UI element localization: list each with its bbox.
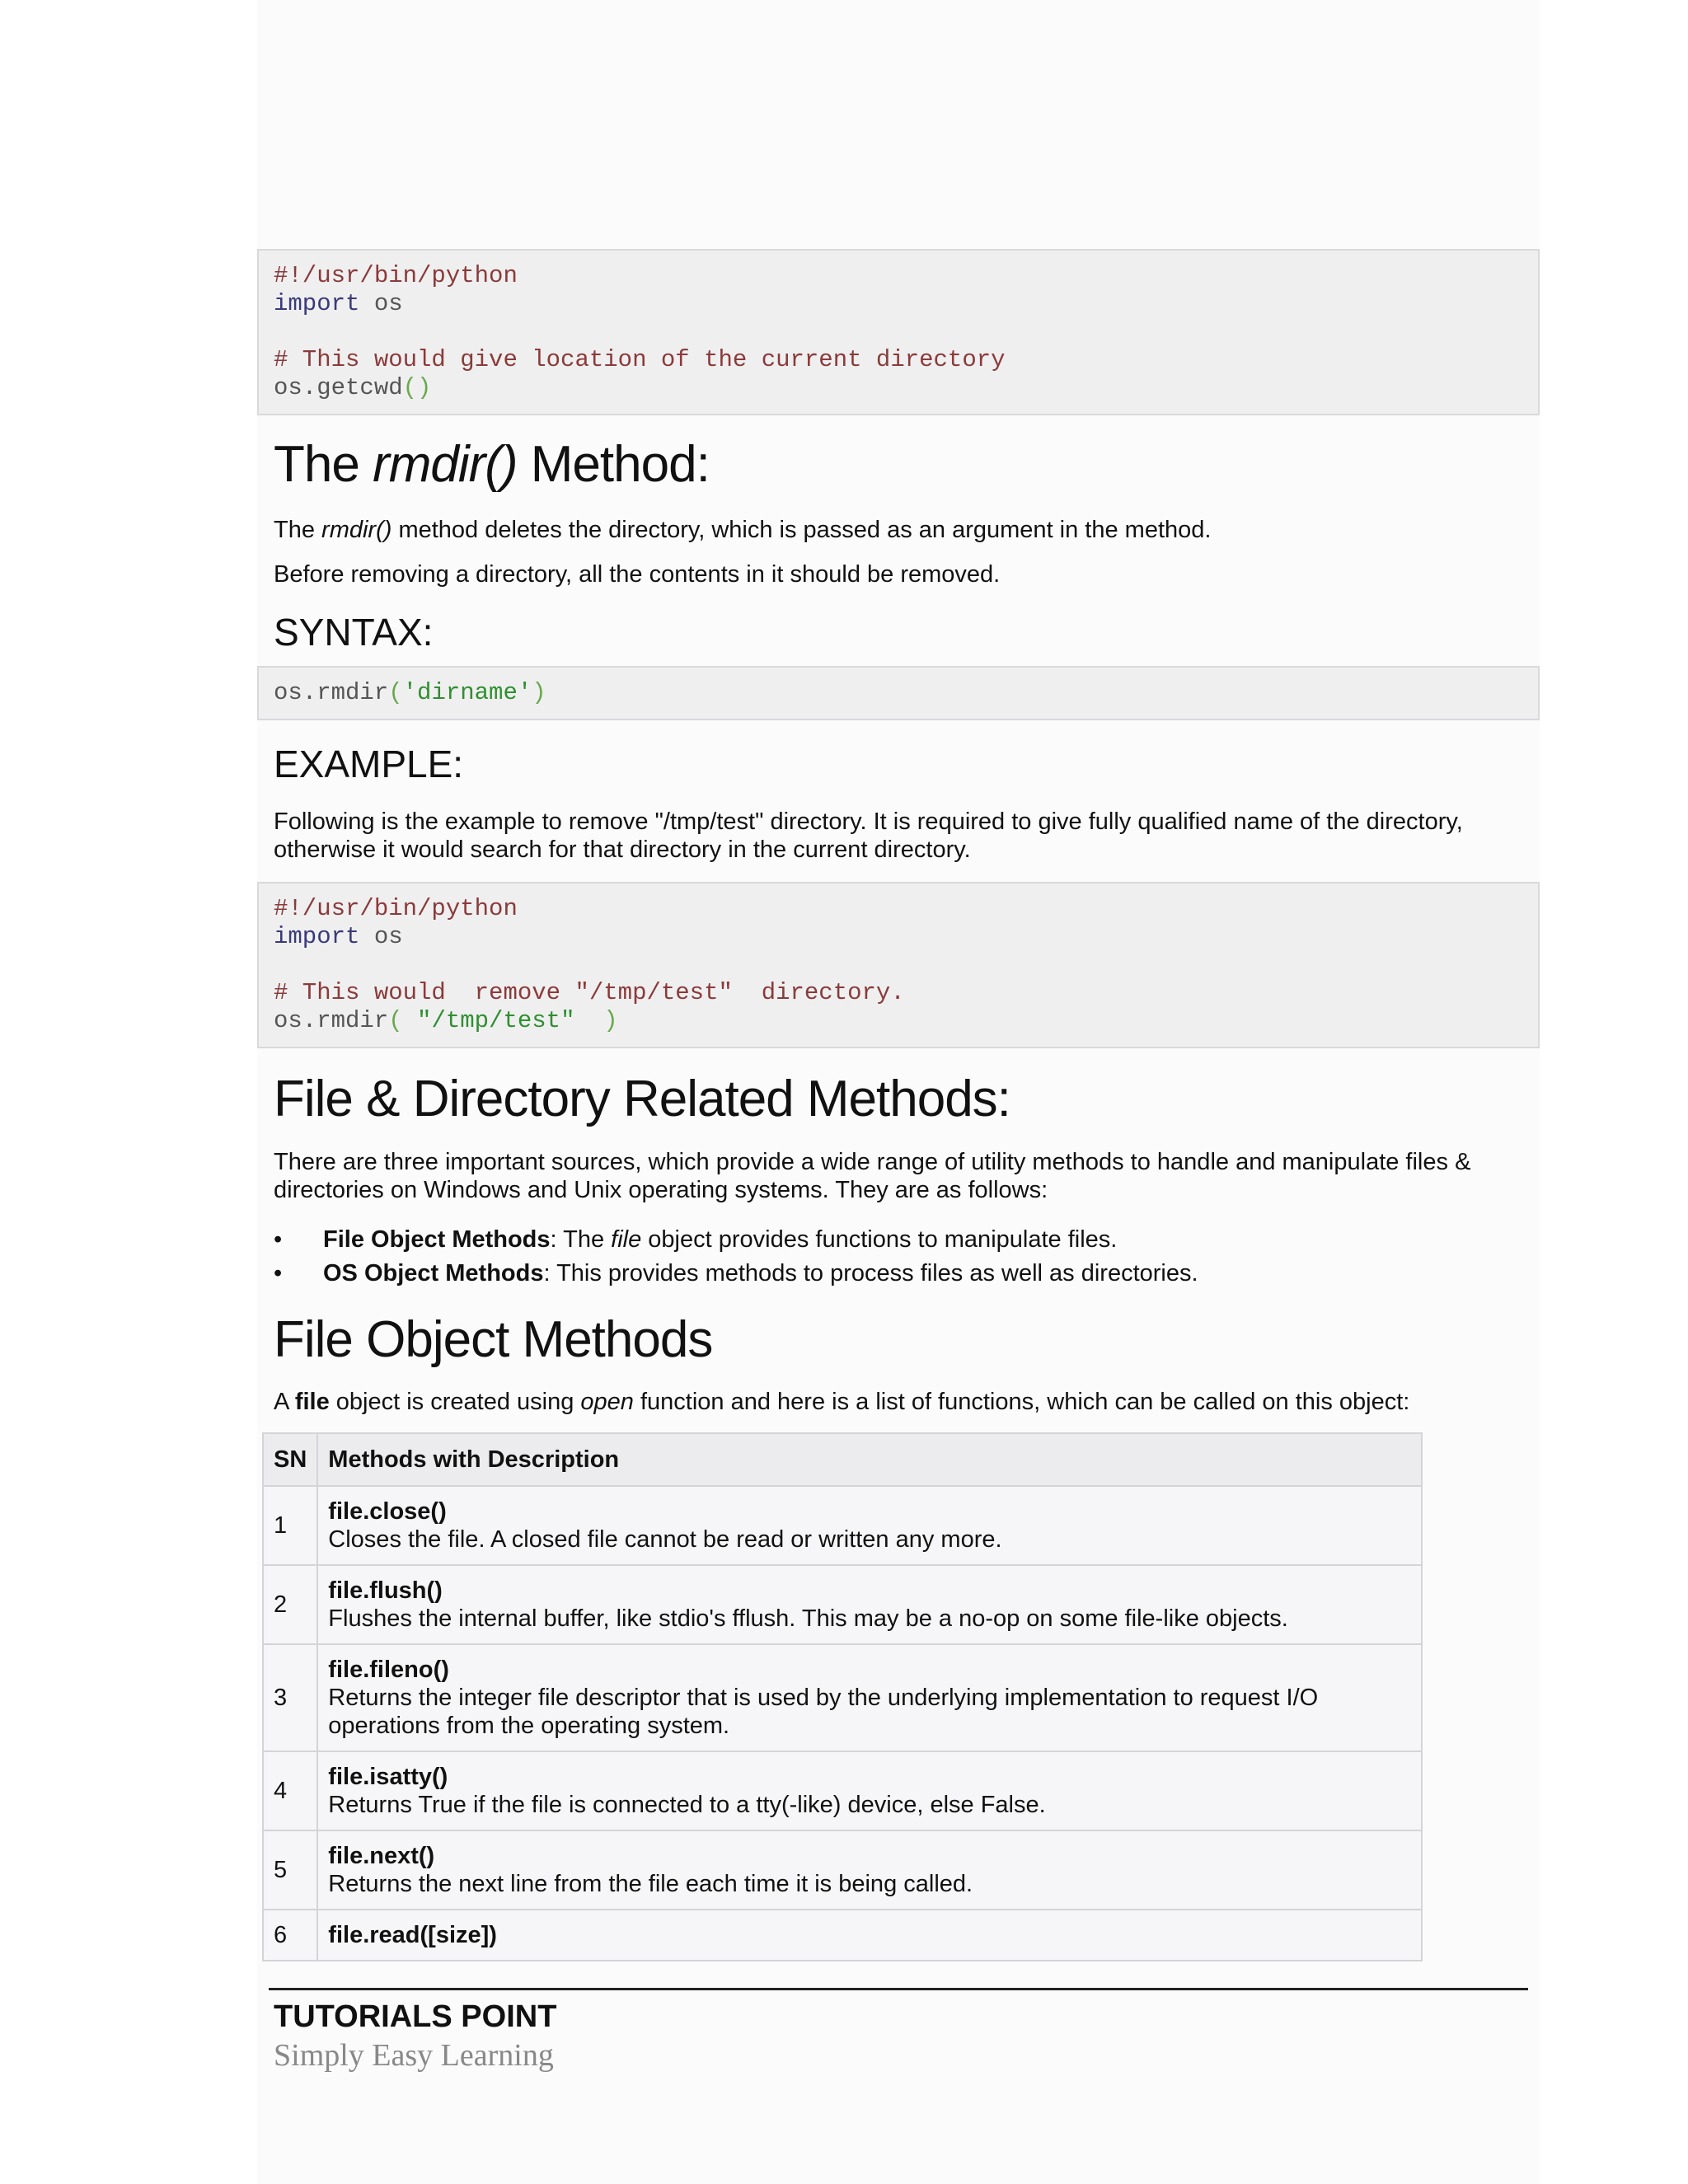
code-module: os [359, 290, 403, 317]
method-description: Closes the file. A closed file cannot be read or written any more. [328, 1526, 1002, 1553]
row-sn: 3 [263, 1644, 317, 1751]
text: A [274, 1389, 295, 1415]
code-block-getcwd [257, 249, 1540, 415]
code-string: "/tmp/test" [417, 1007, 575, 1034]
term-em: open [580, 1389, 634, 1415]
code-block-syntax [257, 666, 1540, 720]
table-row [263, 1751, 1422, 1830]
method-description: Flushes the internal buffer, like stdio's fflush. This may be a no-op on some file-like objects. [328, 1605, 1288, 1632]
table-row [263, 1644, 1422, 1751]
footer-divider [269, 1988, 1528, 1990]
text: function and here is a list of functions, which can be called on this object: [633, 1389, 1410, 1415]
row-method-cell [317, 1751, 1422, 1830]
table-row [263, 1830, 1422, 1910]
code-shebang: #!/usr/bin/python [274, 262, 518, 289]
term-em: file [611, 1226, 642, 1253]
code-block-rmdir [257, 882, 1540, 1048]
example-description: Following is the example to remove "/tmp/test" directory. It is required to give fully qualified name of the directory, otherwise it would search for that directory in the current directory. [274, 808, 1463, 863]
code-keyword: import [274, 290, 360, 317]
method-description: Returns the next line from the file each time it is being called. [328, 1871, 973, 1897]
code-paren: ) [574, 1007, 618, 1034]
code-keyword: import [274, 923, 360, 950]
code-call: os.rmdir [274, 679, 389, 706]
heading-text-end: Method: [517, 436, 710, 493]
row-sn: 4 [263, 1751, 317, 1830]
footer-tagline: Simply Easy Learning [274, 2038, 554, 2073]
row-method-cell [317, 1830, 1422, 1910]
method-description: Returns True if the file is connected to a tty(-like) device, else False. [328, 1792, 1046, 1818]
syntax-heading: SYNTAX: [274, 611, 434, 654]
table-row [263, 1565, 1422, 1644]
file-object-intro [274, 1388, 1535, 1416]
row-method-cell [317, 1486, 1422, 1565]
bullet-text [323, 1257, 1198, 1290]
bullet-text [323, 1223, 1117, 1256]
method-description: Returns the integer file descriptor that is used by the underlying implementation to request I/O operations from the operating system. [328, 1685, 1319, 1739]
file-object-heading: File Object Methods [274, 1311, 713, 1368]
text: : The [550, 1226, 612, 1253]
heading-text: The [274, 436, 373, 493]
method-name: file.close() [328, 1498, 447, 1525]
code-module: os [359, 923, 403, 950]
code-shebang: #!/usr/bin/python [274, 895, 518, 922]
file-methods-table [262, 1432, 1423, 1961]
text: object provides functions to manipulate files. [641, 1226, 1118, 1253]
code-paren: ( [388, 679, 403, 706]
code-call: os.getcwd [274, 374, 403, 401]
row-sn: 2 [263, 1565, 317, 1644]
method-name: file.fileno() [328, 1657, 449, 1683]
heading-method-name: rmdir() [373, 436, 518, 493]
method-name: file.read([size]) [328, 1922, 497, 1948]
code-parens: () [402, 374, 432, 401]
method-name: file.isatty() [328, 1764, 448, 1790]
method-name: rmdir() [321, 517, 392, 543]
text: method deletes the directory, which is passed as an argument in the method. [392, 517, 1212, 543]
term: file [294, 1389, 330, 1415]
method-name: file.flush() [328, 1577, 443, 1604]
code-paren: ) [532, 679, 546, 706]
method-name: file.next() [328, 1843, 435, 1869]
row-sn: 1 [263, 1486, 317, 1565]
row-method-cell [317, 1565, 1422, 1644]
row-method-cell [317, 1910, 1422, 1961]
bullet-icon: • [274, 1226, 283, 1253]
bullet-term: File Object Methods [323, 1226, 551, 1253]
text: The [274, 517, 322, 543]
bullet-icon: • [274, 1260, 283, 1286]
table-row [263, 1486, 1422, 1565]
rmdir-description [274, 516, 1535, 544]
related-methods-heading: File & Directory Related Methods: [274, 1071, 1010, 1127]
table-header-row [263, 1433, 1422, 1486]
row-sn: 5 [263, 1830, 317, 1910]
code-paren: ( [388, 1007, 418, 1034]
column-header-sn: SN [263, 1433, 317, 1486]
code-string: 'dirname' [402, 679, 532, 706]
example-heading: EXAMPLE: [274, 743, 464, 785]
bullet-term: OS Object Methods [323, 1260, 544, 1286]
code-comment: # This would give location of the current directory [274, 346, 1006, 373]
row-method-cell [317, 1644, 1422, 1751]
code-comment: # This would remove "/tmp/test" directory. [274, 979, 905, 1006]
table-row [263, 1910, 1422, 1961]
rmdir-note: Before removing a directory, all the contents in it should be removed. [274, 561, 1001, 588]
related-methods-intro: There are three important sources, which provide a wide range of utility methods to handle and manipulate files & directories on Windows and Unix operating systems. They are as follows: [274, 1149, 1471, 1203]
code-call: os.rmdir [274, 1007, 389, 1034]
column-header-methods: Methods with Description [317, 1433, 1422, 1486]
rmdir-heading [274, 435, 710, 494]
text: object is created using [329, 1389, 581, 1415]
footer-brand: TUTORIALS POINT [274, 1999, 557, 2034]
text: : This provides methods to process files as well as directories. [543, 1260, 1198, 1286]
row-sn: 6 [263, 1910, 317, 1961]
